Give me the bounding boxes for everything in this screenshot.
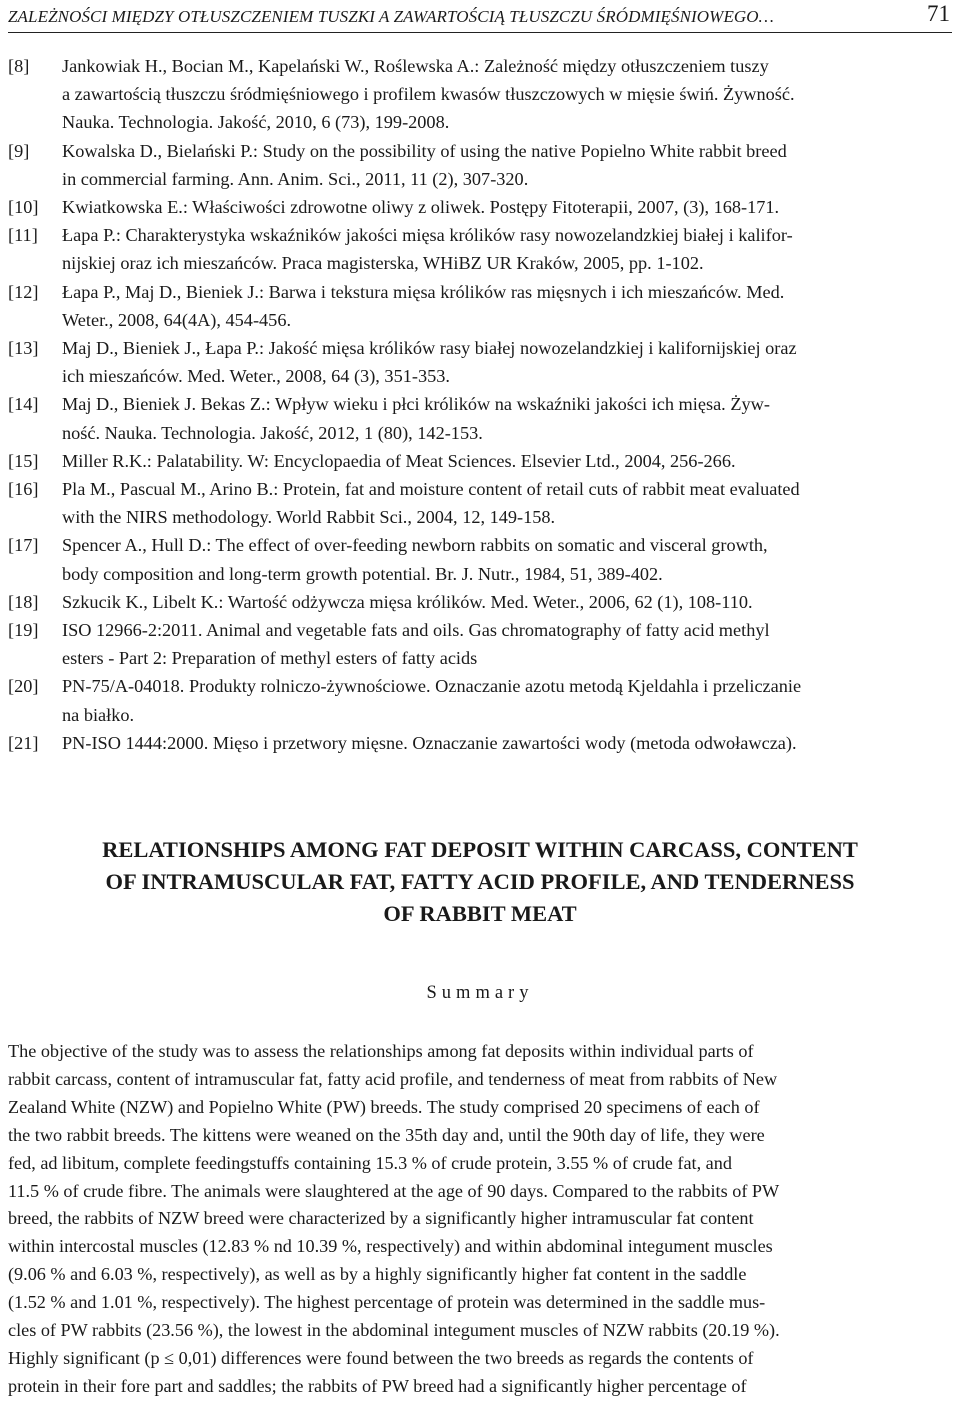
reference-item: [8, 729, 954, 757]
reference-text: Maj D., Bieniek J., Łapa P.: Jakość mięsa królików rasy białej nowozelandzkiej i kalifornijskiej oraz ich mieszańców. Med. Weter., 2008, 64 (3), 351-353.: [62, 338, 797, 387]
reference-item: [8, 221, 954, 277]
reference-number: [12]: [8, 281, 39, 302]
reference-text: Łapa P., Maj D., Bieniek J.: Barwa i tekstura mięsa królików ras mięsnych i ich mieszańców. Med. Weter., 2008, 64(4A), 454-456.: [62, 281, 785, 330]
reference-text: ISO 12966-2:2011. Animal and vegetable fats and oils. Gas chromatography of fatty acid methyl esters - Part 2: Preparation of methyl esters of fatty acids: [62, 620, 770, 669]
reference-text: PN-75/A-04018. Produkty rolniczo-żywnościowe. Oznaczanie azotu metodą Kjeldahla i przeliczanie na białko.: [62, 676, 802, 725]
reference-item: [8, 137, 954, 193]
reference-item: [8, 52, 954, 137]
reference-number: [8]: [8, 56, 30, 76]
reference-number: [21]: [8, 732, 39, 753]
reference-item: [8, 390, 954, 446]
reference-text: Maj D., Bieniek J. Bekas Z.: Wpływ wieku i płci królików na wskaźniki jakości ich mięsa. Żyw- ność. Nauka. Technologia. Jakość, 2012, 1 (80), 142-153.: [62, 394, 770, 443]
reference-item: [8, 447, 954, 475]
reference-text: Kowalska D., Bielański P.: Study on the possibility of using the native Popielno White rabbit breed in commercial farming. Ann. Anim. Sci., 2011, 11 (2), 307-320.: [62, 140, 787, 189]
article-title: RELATIONSHIPS AMONG FAT DEPOSIT WITHIN CARCASS, CONTENT OF INTRAMUSCULAR FAT, FATTY ACID PROFILE, AND TENDERNESS OF RABBIT MEAT: [102, 837, 858, 926]
reference-text: Spencer A., Hull D.: The effect of over-feeding newborn rabbits on somatic and visceral growth, body composition and long-term growth potential. Br. J. Nutr., 1984, 51, 389-402.: [62, 535, 768, 584]
page-number: 71: [927, 1, 950, 26]
reference-number: [13]: [8, 338, 39, 359]
reference-item: [8, 531, 954, 587]
reference-text: Pla M., Pascual M., Arino B.: Protein, fat and moisture content of retail cuts of rabbit meat evaluated with the NIRS methodology. World Rabbit Sci., 2004, 12, 149-158.: [62, 479, 800, 528]
reference-number: [15]: [8, 450, 39, 471]
reference-item: [8, 334, 954, 390]
reference-number: [9]: [8, 140, 30, 161]
running-title: ZALEŻNOŚCI MIĘDZY OTŁUSZCZENIEM TUSZKI A ZAWARTOŚCIĄ TŁUSZCZU ŚRÓDMIĘŚNIOWEGO…: [8, 7, 774, 26]
reference-text: Miller R.K.: Palatability. W: Encyclopaedia of Meat Sciences. Elsevier Ltd., 2004, 256-266.: [62, 450, 736, 471]
reference-text: Łapa P.: Charakterystyka wskaźników jakości mięsa królików rasy nowozelandzkiej białej i kalifor- nijskiej oraz ich mieszańców. Praca magisterska, WHiBZ UR Kraków, 2005, pp. 1-102.: [62, 225, 793, 274]
reference-text: Kwiatkowska E.: Właściwości zdrowotne oliwy z oliwek. Postępy Fitoterapii, 2007, (3), 168-171.: [62, 197, 780, 218]
reference-number: [17]: [8, 535, 39, 556]
reference-number: [18]: [8, 591, 39, 612]
reference-item: [8, 672, 954, 728]
reference-number: [19]: [8, 620, 39, 641]
reference-number: [11]: [8, 225, 38, 246]
reference-number: [16]: [8, 479, 39, 500]
reference-item: [8, 475, 954, 531]
summary-text: The objective of the study was to assess the relationships among fat deposits within individual parts of rabbit carcass, content of intramuscular fat, fatty acid profile, and tenderness of meat from rabbits of New Zealand White (NZW) and Popielno White (PW) breeds. The study comprised 20 specimens of each of the two rabbit breeds. The kittens were weaned on the 35th day and, until the 90th day of life, they were fed, ad libitum, complete feedingstuffs containing 15.3 % of crude protein, 3.55 % of crude fat, and 11.5 % of crude fibre. The animals were slaughtered at the age of 90 days. Compared to the rabbits of PW breed, the rabbits of NZW breed were characterized by a significantly higher intramuscular fat content within intercostal muscles (12.83 % nd 10.39 %, respectively) and within abdominal integument muscles (9.06 % and 6.03 %, respectively), as well as by a highly significantly higher fat content in the saddle (1.52 % and 1.01 %, respectively). The highest percentage of protein was determined in the saddle mus- cles of PW rabbits (23.56 %), the lowest in the abdominal integument muscles of NZW rabbits (20.19 %). Highly significant (p ≤ 0,01) differences were found between the two breeds as regards the contents of protein in their fore part and saddles; the rabbits of PW breed had a significantly higher percentage of: [8, 1041, 780, 1396]
running-header: [8, 2, 952, 33]
reference-number: [10]: [8, 197, 39, 218]
reference-item: [8, 193, 954, 221]
summary-heading: Summary: [426, 983, 534, 1003]
reference-number: [20]: [8, 676, 39, 697]
reference-number: [14]: [8, 394, 39, 415]
reference-text: Jankowiak H., Bocian M., Kapelański W., Roślewska A.: Zależność między otłuszczeniem tuszy a zawartością tłuszczu śródmięśniowego i profilem kwasów tłuszczowych w mięsie świń. Żywność. Nauka. Technologia. Jakość, 2010, 6 (73), 199-2008.: [62, 56, 795, 133]
reference-item: [8, 616, 954, 672]
reference-item: [8, 588, 954, 616]
reference-list: [8, 52, 954, 757]
reference-item: [8, 278, 954, 334]
reference-text: Szkucik K., Libelt K.: Wartość odżywcza mięsa królików. Med. Weter., 2006, 62 (1), 108-110.: [62, 591, 753, 612]
reference-text: PN-ISO 1444:2000. Mięso i przetwory mięsne. Oznaczanie zawartości wody (metoda odwoławcza).: [62, 732, 797, 753]
